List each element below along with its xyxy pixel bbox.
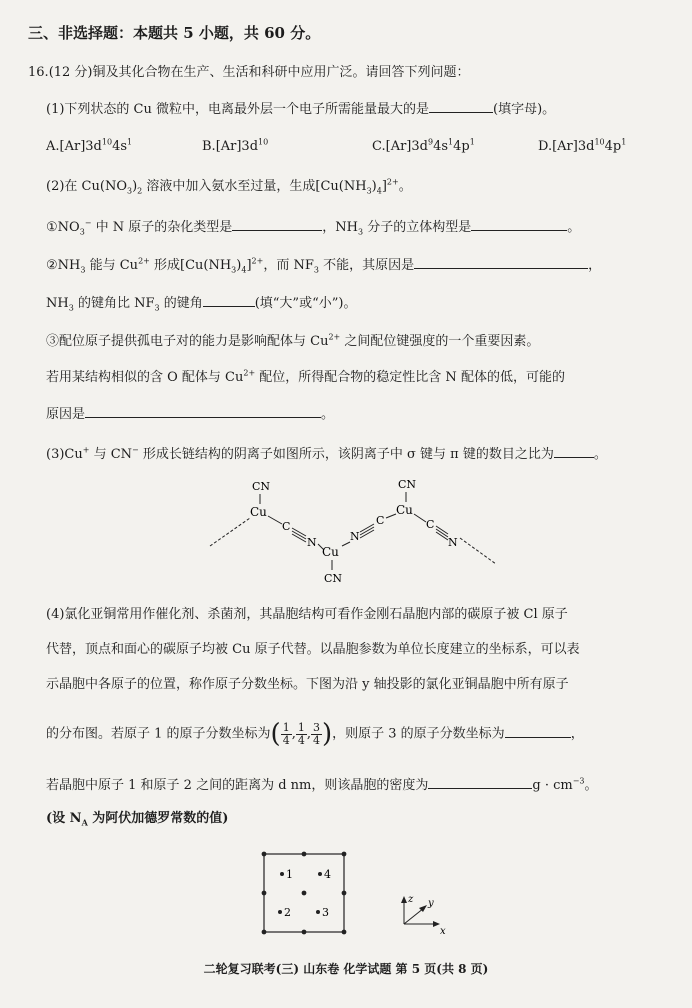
fraction: $\frac{1}{4}$ bbox=[297, 720, 305, 747]
part2-q3-line1: ③配位原子提供孤电子对的能力是影响配体与 $Cu^{2+}$ 之间配位键强度的一个重要因素。 bbox=[46, 332, 540, 349]
atom-label: 2 bbox=[284, 906, 291, 919]
section-title: 三、非选择题：本题共 5 小题，共 60 分。 bbox=[28, 24, 321, 42]
cn-group: CN bbox=[252, 480, 271, 493]
n-atom: N bbox=[448, 536, 458, 549]
cn-group: CN bbox=[324, 572, 343, 585]
cu-atom: Cu bbox=[396, 503, 413, 517]
part2-q3-line2: 若用某结构相似的含 O 配体与 $Cu^{2+}$ 配位，所得配合物的稳定性比含 N 配体的低，可能的 bbox=[46, 368, 565, 385]
part3-question: (3)Cu+ 与 CN− 形成长链结构的阴离子如图所示，该阴离子中 σ 键与 π 键的数目之比为 。 bbox=[46, 445, 607, 462]
page-footer: 二轮复习联考(三) 山东卷 化学试题 第 5 页(共 8 页) bbox=[203, 962, 489, 976]
part2-q2: $②NH_3$ 能与 $Cu^{2+}$ 形成$[Cu(NH_3)_4]^{2+}$，而 $NF_3$ 不能，其原因是 ， bbox=[46, 256, 602, 275]
part2-q2-line2: $NH_3$ 的键角比 $NF_3$ 的键角 (填“大”或“小”)。 bbox=[46, 296, 357, 313]
axis-label: z bbox=[408, 894, 414, 905]
part1-question: (1)下列状态的 Cu 微粒中，电离最外层一个电子所需能量最大的是 (填字母)。 bbox=[46, 102, 556, 117]
part4-line2: 代替，顶点和面心的碳原子均被 Cu 原子代替。以晶胞参数为单位长度建立的坐标系，可以表 bbox=[46, 642, 580, 657]
answer-blank[interactable] bbox=[85, 405, 321, 418]
n-atom: N bbox=[307, 536, 317, 549]
cu-atom: Cu bbox=[250, 505, 267, 519]
part4-line1: (4)氯化亚铜常用作催化剂、杀菌剂，其晶胞结构可看作金刚石晶胞内部的碳原子被 Cl 原子 bbox=[46, 607, 568, 622]
fraction: $\frac{3}{4}$ bbox=[312, 720, 320, 747]
axis-label: y bbox=[428, 898, 434, 909]
question-stem: 16.(12 分)铜及其化合物在生产、生活和科研中应用广泛。请回答下列问题： bbox=[28, 65, 470, 80]
part4-line6: (设 $N_A$ 为阿伏加德罗常数的值) bbox=[46, 811, 229, 828]
part2-q3-line3: 原因是 。 bbox=[46, 407, 335, 422]
part4-line5: 若晶胞中原子 1 和原子 2 之间的距离为 d nm，则该晶胞的密度为 $g \cdot cm^{-3}$。 bbox=[46, 776, 598, 793]
answer-blank[interactable] bbox=[203, 294, 255, 307]
option-a: $A.[Ar]3d^{10}4s^1$ bbox=[46, 137, 133, 154]
atom-label: 1 bbox=[286, 868, 293, 881]
part2-q1: $①NO_3^-$ 中 N 原子的杂化类型是 ，$NH_3$ 分子的立体构型是 。 bbox=[46, 218, 581, 237]
c-atom: C bbox=[282, 520, 291, 533]
answer-blank[interactable] bbox=[505, 725, 571, 738]
answer-blank[interactable] bbox=[414, 256, 588, 269]
c-atom: C bbox=[376, 514, 385, 527]
answer-blank[interactable] bbox=[428, 776, 532, 789]
part4-line3: 示晶胞中各原子的位置，称作原子分数坐标。下图为沿 y 轴投影的氯化亚铜晶胞中所有原子 bbox=[46, 677, 569, 692]
fraction: $\frac{1}{4}$ bbox=[282, 720, 290, 747]
answer-blank[interactable] bbox=[471, 218, 567, 231]
answer-blank[interactable] bbox=[554, 445, 594, 458]
atom-label: 3 bbox=[322, 906, 329, 919]
unit-cell-projection bbox=[254, 848, 454, 938]
n-atom: N bbox=[350, 530, 360, 543]
option-b: $B.[Ar]3d^{10}$ bbox=[202, 137, 269, 154]
cn-group: CN bbox=[398, 478, 417, 491]
option-d: $D.[Ar]3d^{10}4p^1$ bbox=[538, 137, 627, 154]
atom-label: 4 bbox=[324, 868, 331, 881]
c-atom: C bbox=[426, 518, 435, 531]
part4-line4: 的分布图。若原子 1 的原子分数坐标为( $\frac{1}{4}$ , $\frac{1}{4}$ , $\frac{3}{4}$ )，则原子 3 的原子分数坐标为 ， bbox=[46, 719, 584, 749]
cu-atom: Cu bbox=[322, 545, 339, 559]
part2-intro: (2)在 $Cu(NO_3)_2$ 溶液中加入氨水至过量，生成$[Cu(NH_3)_4]^{2+}$。 bbox=[46, 177, 412, 196]
cyanide-chain-diagram bbox=[200, 474, 510, 592]
answer-blank[interactable] bbox=[429, 100, 493, 113]
option-c: $C.[Ar]3d^94s^14p^1$ bbox=[372, 137, 475, 154]
answer-blank[interactable] bbox=[232, 218, 322, 231]
axis-label: x bbox=[440, 926, 446, 937]
